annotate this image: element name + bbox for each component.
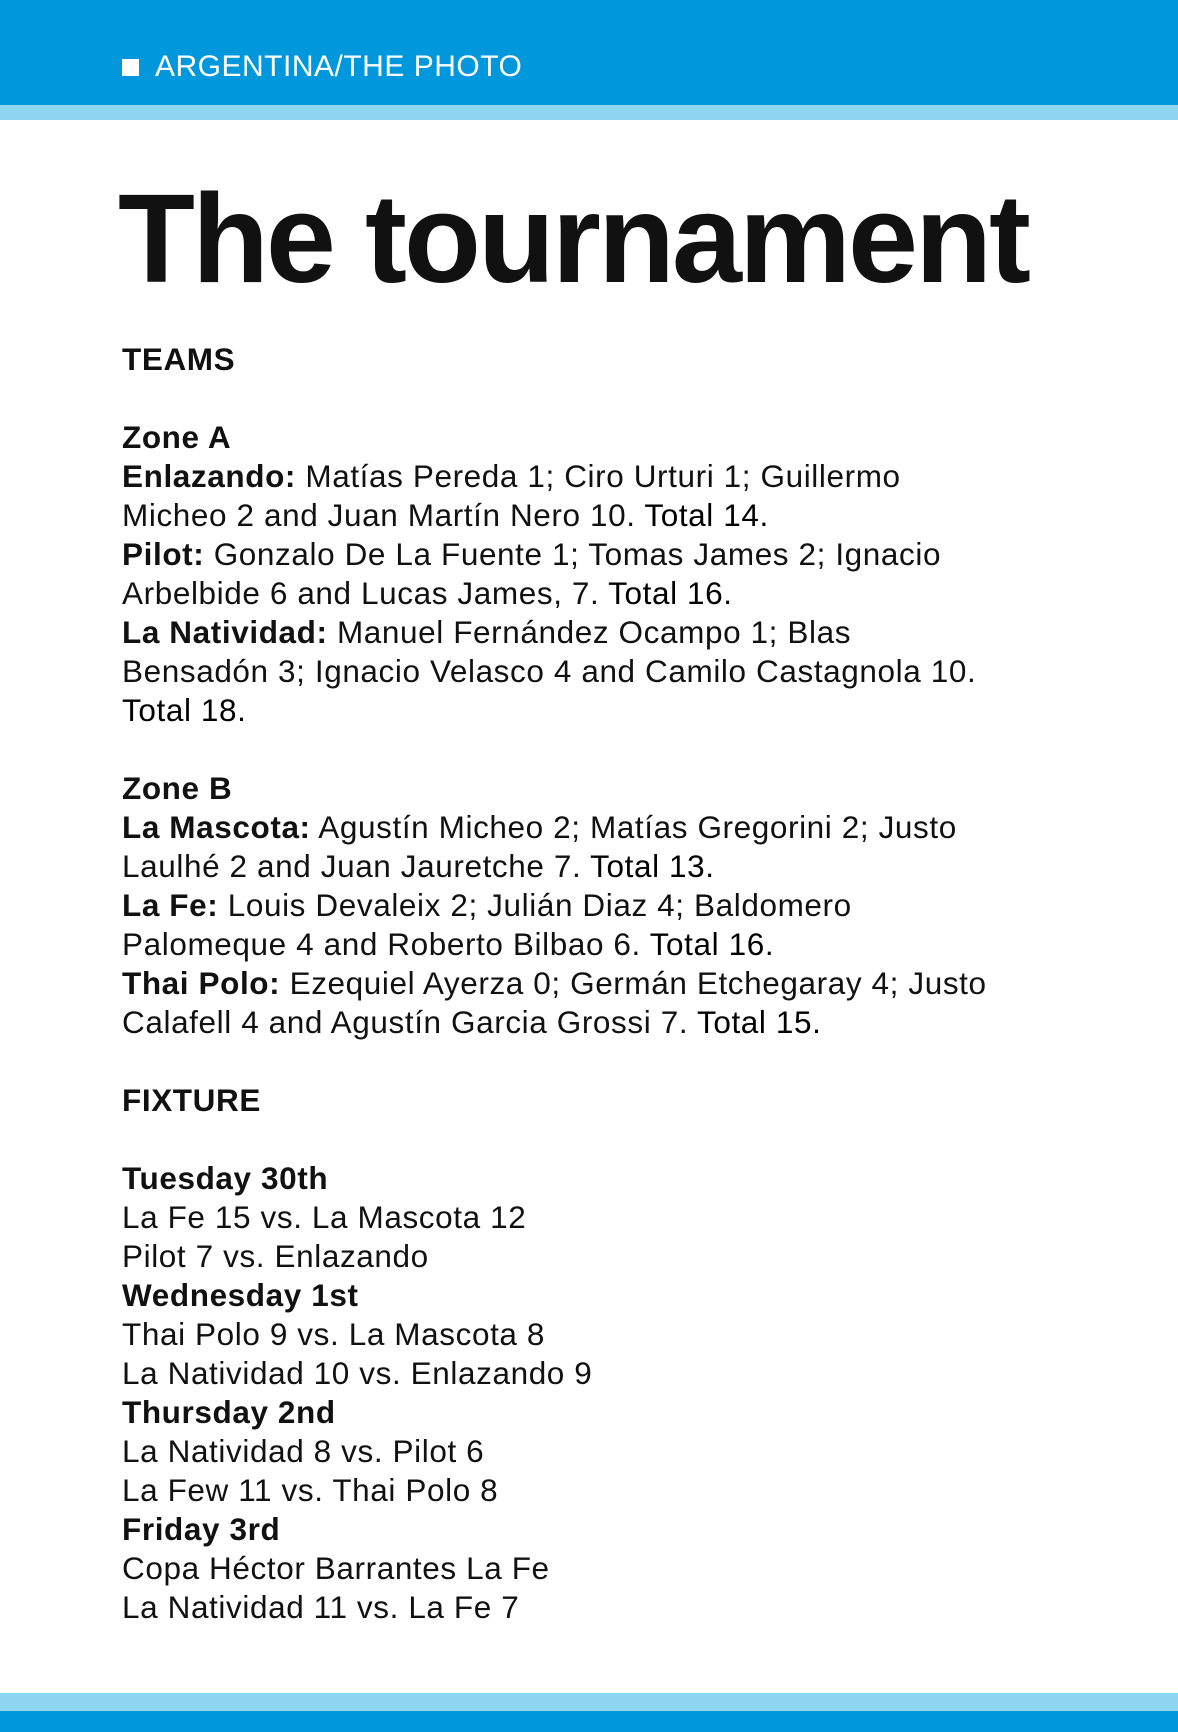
team-entry-la-fe xyxy=(122,886,1062,925)
team-players: Bensadón 3; Ignacio Velasco 4 and Camilo Castagnola 10. xyxy=(122,653,977,689)
team-entry-pilot xyxy=(122,535,1062,574)
team-players: Arbelbide 6 and Lucas James, 7. xyxy=(122,575,609,611)
footer-stripe xyxy=(0,1693,1178,1711)
fixture-match: La Fe 15 vs. La Mascota 12 xyxy=(122,1199,527,1235)
fixture-match: Copa Héctor Barrantes La Fe xyxy=(122,1550,550,1586)
fixture-match: La Few 11 vs. Thai Polo 8 xyxy=(122,1472,499,1508)
team-players: Palomeque 4 and Roberto Bilbao 6. xyxy=(122,926,650,962)
fixture-match: La Natividad 10 vs. Enlazando 9 xyxy=(122,1355,593,1391)
footer-band xyxy=(0,1711,1178,1732)
section-tag xyxy=(122,50,522,84)
team-players: Micheo 2 and Juan Martín Nero 10. xyxy=(122,497,645,533)
fixture-heading: FIXTURE xyxy=(122,1082,261,1118)
team-players: Ezequiel Ayerza 0; Germán Etchegaray 4; Justo xyxy=(280,965,987,1001)
team-name: Thai Polo: xyxy=(122,965,281,1001)
fixture-day: Wednesday 1st xyxy=(122,1277,359,1313)
fixture-match: Thai Polo 9 vs. La Mascota 8 xyxy=(122,1316,546,1352)
section-label: ARGENTINA/THE PHOTO xyxy=(155,50,523,83)
team-players: Laulhé 2 and Juan Jauretche 7. xyxy=(122,848,591,884)
team-entry-thai-polo xyxy=(122,964,1062,1003)
team-players: Matías Pereda 1; Ciro Urturi 1; Guillermo xyxy=(296,458,901,494)
team-name: La Mascota: xyxy=(122,809,311,845)
team-total: Total 16. xyxy=(608,575,733,611)
page-title: The tournament xyxy=(118,168,1029,309)
team-name: Enlazando: xyxy=(122,458,297,494)
team-entry-la-natividad xyxy=(122,613,1062,652)
team-name: Pilot: xyxy=(122,536,205,572)
team-total: Total 15. xyxy=(696,1004,822,1040)
zone-a-heading: Zone A xyxy=(122,419,232,455)
team-name: La Natividad: xyxy=(122,614,328,650)
zone-b-heading: Zone B xyxy=(122,770,233,806)
fixture-match: La Natividad 8 vs. Pilot 6 xyxy=(122,1433,485,1469)
team-players: Manuel Fernández Ocampo 1; Blas xyxy=(327,614,852,650)
team-players: Gonzalo De La Fuente 1; Tomas James 2; Ignacio xyxy=(204,536,942,572)
fixture-day: Friday 3rd xyxy=(122,1511,281,1547)
team-total: Total 14. xyxy=(644,497,769,533)
article-body xyxy=(122,340,1062,1627)
teams-heading: TEAMS xyxy=(122,341,236,377)
square-icon xyxy=(122,59,139,76)
team-total: Total 16. xyxy=(649,926,775,962)
team-players: Agustín Micheo 2; Matías Gregorini 2; Justo xyxy=(310,809,957,845)
team-players: Louis Devaleix 2; Julián Diaz 4; Baldomero xyxy=(218,887,852,923)
team-entry-la-mascota xyxy=(122,808,1062,847)
team-total: Total 18. xyxy=(122,692,247,728)
team-entry-enlazando xyxy=(122,457,1062,496)
fixture-day: Tuesday 30th xyxy=(122,1160,329,1196)
fixture-day: Thursday 2nd xyxy=(122,1394,336,1430)
team-name: La Fe: xyxy=(122,887,219,923)
team-total: Total 13. xyxy=(590,848,715,884)
fixture-match: Pilot 7 vs. Enlazando xyxy=(122,1238,429,1274)
header-stripe xyxy=(0,105,1178,120)
fixture-match: La Natividad 11 vs. La Fe 7 xyxy=(122,1589,520,1625)
team-players: Calafell 4 and Agustín Garcia Grossi 7. xyxy=(122,1004,697,1040)
